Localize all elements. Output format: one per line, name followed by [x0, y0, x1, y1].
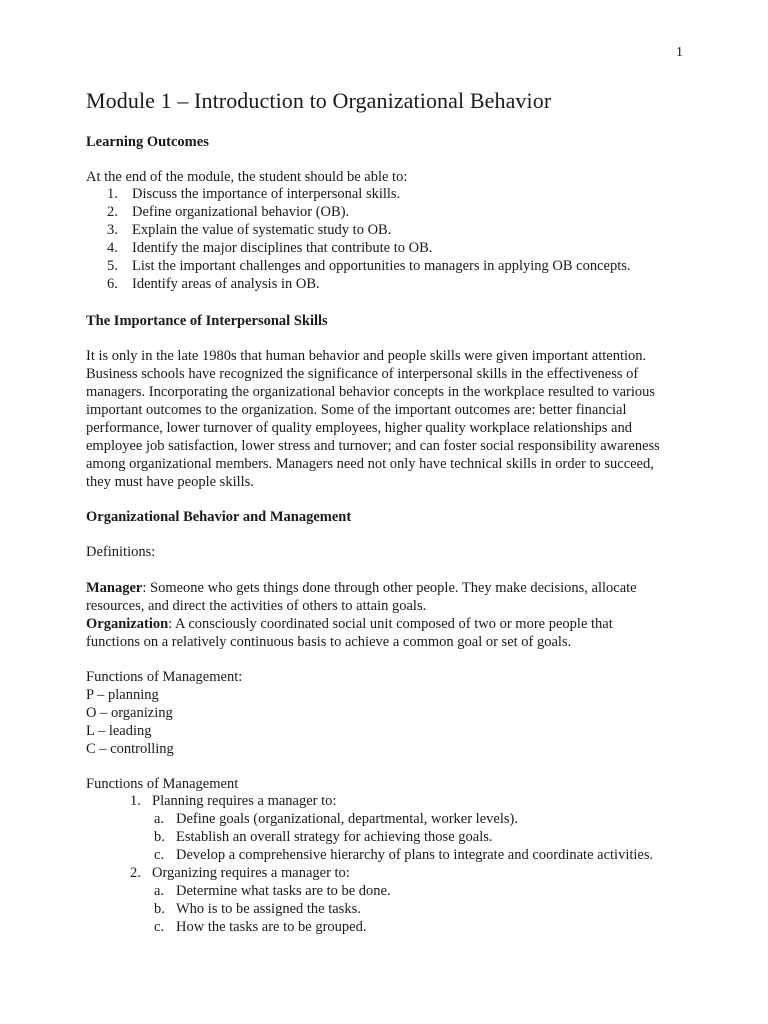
organizing-subitem: b. Who is to be assigned the tasks. — [154, 901, 361, 917]
learning-outcomes-heading: Learning Outcomes — [86, 134, 209, 150]
manager-definition-cont: resources, and direct the activities of others to attain goals. — [86, 598, 427, 614]
ob-management-heading: Organizational Behavior and Management — [86, 509, 352, 525]
paragraph-line: Business schools have recognized the significance of interpersonal skills in the effectiveness of — [86, 366, 639, 382]
function-item: O – organizing — [86, 705, 173, 721]
definitions-label: Definitions: — [86, 544, 156, 560]
outcome-item: 5. List the important challenges and opportunities to managers in applying OB concepts. — [107, 258, 631, 274]
planning-item: 1. Planning requires a manager to: — [130, 793, 337, 809]
outcome-item: 6. Identify areas of analysis in OB. — [107, 276, 320, 292]
manager-definition: Manager: Someone who gets things done through other people. They make decisions, allocate — [86, 580, 637, 596]
paragraph-line: performance, lower turnover of quality employees, higher quality workplace relationships and — [86, 420, 632, 436]
functions-label: Functions of Management: — [86, 669, 243, 685]
functions-label-2: Functions of Management — [86, 776, 239, 792]
function-item: P – planning — [86, 687, 159, 703]
function-item: L – leading — [86, 723, 152, 739]
interpersonal-heading: The Importance of Interpersonal Skills — [86, 313, 328, 329]
planning-subitem: a. Define goals (organizational, departmental, worker levels). — [154, 811, 518, 827]
page-title: Module 1 – Introduction to Organizational Behavior — [86, 88, 552, 113]
paragraph-line: managers. Incorporating the organizational behavior concepts in the workplace resulted to various — [86, 384, 656, 400]
outcome-item: 1. Discuss the importance of interpersonal skills. — [107, 186, 401, 202]
organizing-item: 2. Organizing requires a manager to: — [130, 865, 350, 881]
function-item: C – controlling — [86, 741, 174, 757]
organization-definition-cont: functions on a relatively continuous basis to achieve a common goal or set of goals. — [86, 634, 572, 650]
paragraph-line: they must have people skills. — [86, 474, 254, 490]
paragraph-line: important outcomes to the organization. Some of the important outcomes are: better financial — [86, 402, 627, 418]
organizing-subitem: c. How the tasks are to be grouped. — [154, 919, 367, 935]
organization-term: Organization — [86, 616, 169, 632]
planning-subitem: c. Develop a comprehensive hierarchy of plans to integrate and coordinate activities. — [154, 847, 654, 863]
page-number: 1 — [676, 45, 683, 60]
learning-outcomes-intro: At the end of the module, the student should be able to: — [86, 169, 408, 185]
paragraph-line: among organizational members. Managers need not only have technical skills in order to succeed, — [86, 456, 654, 472]
outcome-item: 2. Define organizational behavior (OB). — [107, 204, 350, 220]
paragraph-line: employee job satisfaction, lower stress and turnover; and can foster social responsibility awareness — [86, 438, 660, 454]
planning-subitem: b. Establish an overall strategy for achieving those goals. — [154, 829, 493, 845]
outcome-item: 4. Identify the major disciplines that contribute to OB. — [107, 240, 433, 256]
paragraph-line: It is only in the late 1980s that human behavior and people skills were given important attention. — [86, 348, 647, 364]
organization-definition: Organization: A consciously coordinated social unit composed of two or more people that — [86, 616, 613, 632]
organizing-subitem: a. Determine what tasks are to be done. — [154, 883, 391, 899]
outcome-item: 3. Explain the value of systematic study to OB. — [107, 222, 392, 238]
manager-term: Manager — [86, 580, 143, 596]
